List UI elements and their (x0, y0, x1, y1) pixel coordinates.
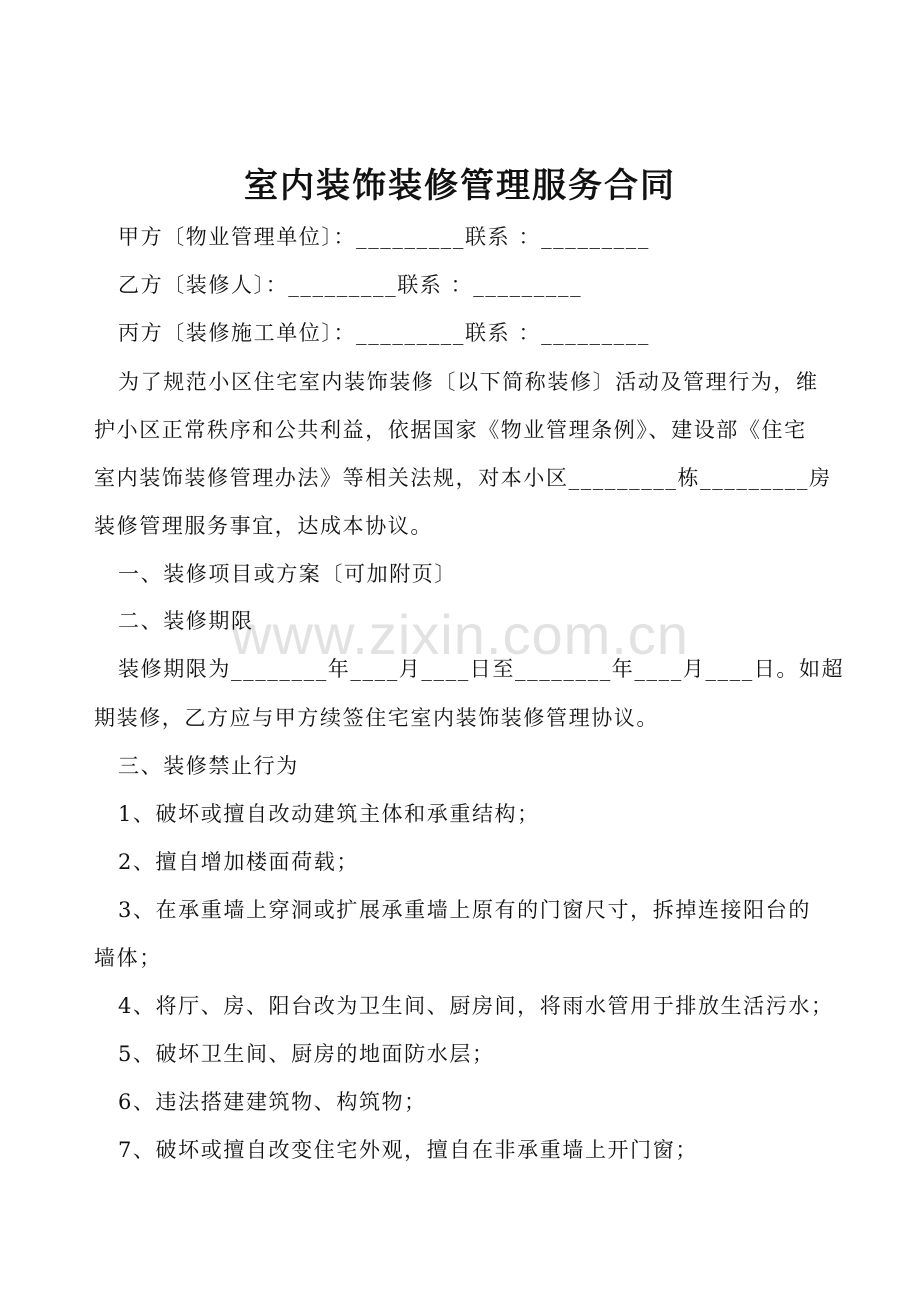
list-item: 墙体； (94, 946, 162, 970)
party-b-line: 乙方〔装修人〕：_________联系 ：_________ (118, 273, 583, 297)
watermark: www.zixin.com.cn (231, 603, 689, 666)
body-paragraph-line: 装修期限为________年____月____日至________年____月____日。如超 (118, 657, 845, 681)
body-paragraph-line: 期装修，乙方应与甲方续签住宅室内装饰装修管理协议。 (94, 706, 659, 730)
list-item: 5、破坏卫生间、厨房的地面防水层； (118, 1042, 495, 1066)
document-title: 室内装饰装修管理服务合同 (244, 166, 676, 206)
body-paragraph-line: 室内装饰装修管理办法》等相关法规，对本小区_________栋_________房 (94, 466, 832, 490)
party-c-line: 丙方〔装修施工单位〕：_________联系 ：_________ (118, 321, 650, 345)
list-item: 3、在承重墙上穿洞或扩展承重墙上原有的门窗尺寸，拆掉连接阳台的 (118, 898, 811, 922)
body-paragraph-line: 为了规范小区住宅室内装饰装修〔以下简称装修〕活动及管理行为，维 (118, 370, 819, 394)
list-item: 2、擅自增加楼面荷载； (118, 850, 359, 874)
section-heading: 二、装修期限 (118, 609, 254, 633)
section-heading: 三、装修禁止行为 (118, 754, 299, 778)
list-item: 7、破坏或擅自改变住宅外观，擅自在非承重墙上开门窗； (118, 1138, 698, 1162)
section-heading: 一、装修项目或方案〔可加附页〕 (118, 562, 457, 586)
list-item: 6、违法搭建建筑物、构筑物； (118, 1090, 427, 1114)
body-paragraph-line: 装修管理服务事宜，达成本协议。 (94, 514, 433, 538)
list-item: 1、破坏或擅自改动建筑主体和承重结构； (118, 802, 540, 826)
list-item: 4、将厅、房、阳台改为卫生间、厨房间，将雨水管用于排放生活污水； (118, 994, 834, 1018)
party-a-line: 甲方〔物业管理单位〕：_________联系 ：_________ (118, 225, 650, 249)
body-paragraph-line: 护小区正常秩序和公共利益，依据国家《物业管理条例》、建设部《住宅 (94, 418, 807, 442)
